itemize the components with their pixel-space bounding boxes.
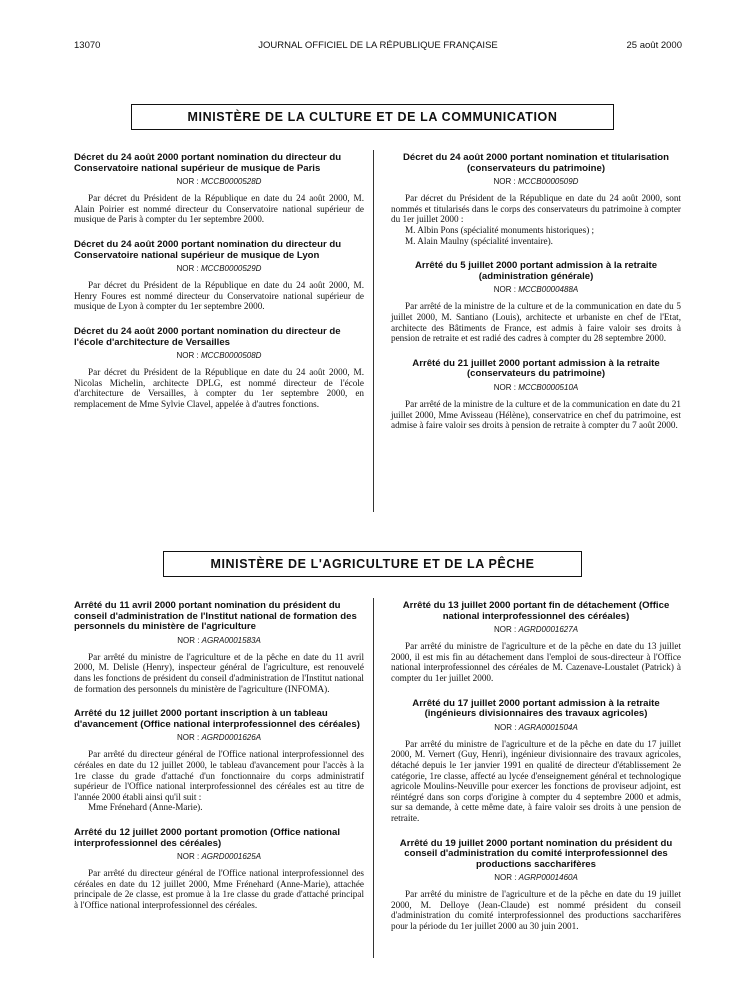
nor-reference	[74, 852, 364, 861]
nor-code: MCCB0000510A	[518, 382, 579, 392]
article	[74, 601, 364, 694]
article	[391, 839, 681, 932]
nor-reference	[391, 625, 681, 634]
nor-code: AGRA0001504A	[518, 722, 578, 732]
article-paragraph: M. Albin Pons (spécialité monuments historiques) ;	[405, 224, 595, 235]
nor-label: NOR :	[176, 264, 199, 274]
nor-reference	[391, 873, 681, 882]
article-paragraph: Par arrêté du ministre de l'agriculture et de la pêche en date du 13 juillet 2000, il est mis fin au détachement dans l'emploi de sous-directeur à l'Office national interprofessionnel des céréales de M. Cazenave-Loustalet (Patrick) à compter du 1er juillet 2000.	[391, 641, 681, 683]
article-paragraph: Par arrêté de la ministre de la culture et de la communication en date du 21 juillet 2000, Mme Avisseau (Hélène), conservatrice en chef du patrimoine, est admise à faire valoir ses droits à pension de retraite à compter du 7 août 2000.	[391, 398, 681, 431]
article-paragraph: Par décret du Président de la République en date du 24 août 2000, M. Alain Poirier est nommé directeur du Conservatoire national supérieur de musique de Paris à compter du 1er septembre 2000.	[74, 193, 364, 225]
article	[74, 709, 364, 813]
nor-code: AGRD0001627A	[518, 625, 579, 635]
nor-code: AGRD0001626A	[201, 733, 262, 743]
article-paragraph: Par décret du Président de la République en date du 24 août 2000, sont nommés et titularisés dans le corps des conservateurs du patrimoine à compter du 1er juillet 2000 :	[391, 193, 681, 225]
article	[391, 261, 681, 344]
nor-reference	[391, 177, 681, 186]
article-title: Arrêté du 13 juillet 2000 portant fin de détachement (Office national interprofessionnel des céréales)	[402, 600, 670, 622]
nor-label: NOR :	[493, 285, 516, 295]
article-title: Arrêté du 21 juillet 2000 portant admission à la retraite (conservateurs du patrimoine)	[412, 357, 660, 380]
nor-label: NOR :	[176, 177, 199, 187]
nor-reference	[74, 264, 364, 273]
nor-reference	[74, 351, 364, 360]
article-title: Décret du 24 août 2000 portant nomination et titularisation (conservateurs du patrimoine)	[402, 152, 669, 174]
nor-label: NOR :	[493, 382, 516, 392]
nor-label: NOR :	[493, 177, 516, 187]
article	[74, 327, 364, 410]
issue-date: 25 août 2000	[626, 40, 682, 51]
article-paragraph: M. Alain Maulny (spécialité inventaire).	[405, 235, 553, 246]
page-header	[74, 40, 682, 54]
article-title: Arrêté du 12 juillet 2000 portant inscription à un tableau d'avancement (Office national interprofessionnel des céréales)	[74, 708, 360, 730]
article-paragraph: Par arrêté du directeur général de l'Office national interprofessionnel des céréales en date du 12 juillet 2000, Mme Frénehard (Anne-Marie), attachée principale de 2e classe, est promue à la 1re classe du grade d'attaché principal à l'Office national interprofessionnel des céréales.	[74, 868, 364, 910]
article-paragraph: Mme Frénehard (Anne-Marie).	[88, 802, 203, 813]
article	[74, 828, 364, 911]
article-title: Arrêté du 11 avril 2000 portant nomination du président du conseil d'administration de l'Institut national de formation des personnels du ministère de l'agriculture	[74, 600, 357, 633]
article	[391, 699, 681, 824]
article-title: Décret du 24 août 2000 portant nomination du directeur de l'école d'architecture de Versailles	[74, 325, 341, 348]
journal-title: JOURNAL OFFICIEL DE LA RÉPUBLIQUE FRANÇAISE	[258, 40, 498, 51]
column-divider	[373, 598, 374, 958]
article-title: Décret du 24 août 2000 portant nomination du directeur du Conservatoire national supérieur de musique de Paris	[74, 152, 342, 174]
nor-reference	[391, 723, 681, 732]
article-title: Décret du 24 août 2000 portant nomination du directeur du Conservatoire national supérieur de musique de Lyon	[74, 238, 342, 261]
nor-reference	[74, 177, 364, 186]
nor-code: MCCB0000508D	[200, 351, 262, 361]
column-divider	[373, 150, 374, 512]
nor-label: NOR :	[493, 625, 517, 635]
article-paragraph: Par arrêté du ministre de l'agriculture et de la pêche en date du 17 juillet 2000, M. Vernert (Guy, Henri), ingénieur divisionnaire des travaux agricoles, détaché depuis le 1er janvier 1991 en qualité de directeur d'établissement 2e catégorie, 1re classe, affecté au lycée d'enseignement général et technologique agricole Moulins-Neuville pour exercer les fonctions de proviseur adjoint, est réintégré dans son corps d'origine à compter du 4 septembre 2000 et admis, sur sa demande, à cette même date, à faire valoir ses droits à une pension de retraite.	[391, 738, 681, 823]
article-title: Arrêté du 12 juillet 2000 portant promotion (Office national interprofessionnel des céréales)	[74, 826, 340, 849]
nor-label: NOR :	[177, 635, 200, 645]
nor-reference	[74, 636, 364, 645]
article-paragraph: Par décret du Président de la République en date du 24 août 2000, M. Nicolas Michelin, architecte DPLG, est nommé directeur de l'école d'architecture de Versailles, à compter du 1er septembre 2000, en remplacement de Mme Sylvie Clavel, appelée à d'autres fonctions.	[74, 367, 364, 409]
culture-left-column	[74, 153, 364, 425]
article	[74, 153, 364, 225]
nor-label: NOR :	[176, 852, 200, 862]
article-paragraph: Par arrêté du ministre de l'agriculture et de la pêche en date du 19 juillet 2000, M. Delloye (Jean-Claude) est nommé président du conseil d'administration du comité interprofessionnel des productions saccharifères pour la période du 1er juillet 2000 au 30 juin 2001.	[391, 889, 681, 932]
article-title: Arrêté du 19 juillet 2000 portant nomination du président du conseil d'administration du comité interprofessionnel des productions saccharifères	[399, 837, 673, 870]
nor-code: AGRD0001625A	[201, 852, 262, 862]
culture-right-column	[391, 153, 681, 446]
nor-code: AGRA0001583A	[201, 635, 261, 645]
nor-code: MCCB0000488A	[518, 285, 579, 295]
article-title: Arrêté du 17 juillet 2000 portant admission à la retraite (ingénieurs divisionnaires des travaux agricoles)	[412, 697, 660, 720]
page-number: 13070	[74, 40, 101, 51]
nor-code: MCCB0000509D	[517, 177, 579, 187]
article	[391, 359, 681, 431]
nor-reference	[391, 285, 681, 294]
nor-label: NOR :	[176, 351, 199, 361]
section-title-culture: MINISTÈRE DE LA CULTURE ET DE LA COMMUNICATION	[131, 104, 614, 130]
agriculture-right-column	[391, 601, 681, 947]
article-paragraph: Par arrêté de la ministre de la culture et de la communication en date du 5 juillet 2000, M. Santiano (Louis), architecte et urbaniste en chef de l'Etat, architecte des Bâtiments de France, est admis à faire valoir ses droits à pension de retraite et est radié des cadres à compter du 28 septembre 2000.	[391, 301, 681, 344]
agriculture-left-column	[74, 601, 364, 925]
article	[74, 240, 364, 312]
nor-code: AGRP0001460A	[518, 873, 578, 883]
article-paragraph: Par arrêté du ministre de l'agriculture et de la pêche en date du 11 avril 2000, M. Delisle (Henry), inspecteur général de l'agriculture, est renouvelé dans les fonctions de président du conseil d'administration de l'Institut national de formation des personnels du ministère de l'agriculture (INFOMA).	[74, 651, 364, 694]
article-paragraph: Par arrêté du directeur général de l'Office national interprofessionnel des céréales en date du 12 juillet 2000, le tableau d'avancement pour l'accès à la 1re classe du grade d'attaché d'un fonctionnaire du corps administratif supérieur de l'Office national interprofessionnel des céréales est au titre de l'année 2000 établi ainsi qu'il suit :	[74, 749, 364, 802]
article-title: Arrêté du 5 juillet 2000 portant admission à la retraite (administration générale)	[414, 260, 658, 282]
nor-label: NOR :	[494, 722, 517, 732]
article	[391, 153, 681, 246]
nor-label: NOR :	[176, 733, 200, 743]
nor-code: MCCB0000529D	[200, 264, 262, 274]
nor-reference	[74, 733, 364, 742]
article-paragraph: Par décret du Président de la République en date du 24 août 2000, M. Henry Foures est nommé directeur du Conservatoire national supérieur de musique de Lyon à compter du 1er septembre 2000.	[74, 280, 364, 312]
nor-code: MCCB0000528D	[200, 177, 262, 187]
article	[391, 601, 681, 684]
nor-reference	[391, 383, 681, 392]
nor-label: NOR :	[494, 873, 517, 883]
section-title-agriculture: MINISTÈRE DE L'AGRICULTURE ET DE LA PÊCHE	[163, 551, 582, 577]
